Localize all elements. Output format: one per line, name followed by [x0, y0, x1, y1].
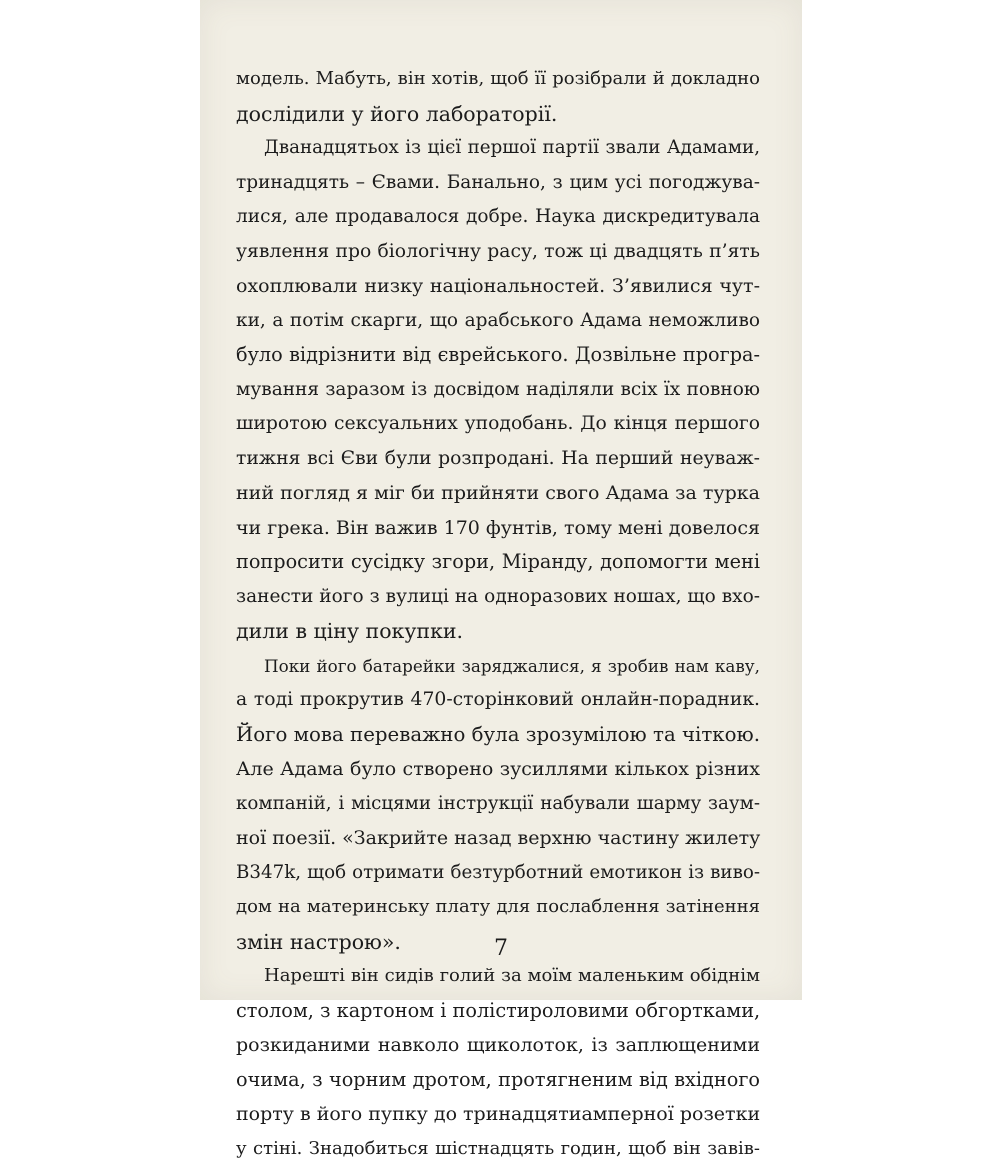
- text-line: дослідили у його лабораторії.: [236, 97, 760, 132]
- body-text: [236, 62, 760, 1166]
- text-line: дом на материнську плату для послаблення затінення: [236, 890, 760, 925]
- text-line: Його мова переважно була зрозумілою та чіткою.: [236, 718, 760, 753]
- text-line: змін настрою».: [236, 925, 760, 960]
- text-line: попросити сусідку згори, Міранду, допомогти мені: [236, 545, 760, 580]
- text-line: чи грека. Він важив 170 фунтів, тому мені довелося: [236, 511, 760, 546]
- text-line: ної поезії. «Закрийте назад верхню частину жилету: [236, 821, 760, 856]
- text-line: розкиданими навколо щиколоток, із заплющеними: [236, 1028, 760, 1063]
- text-line: охоплювали низку національностей. З’явилися чут-: [236, 269, 760, 304]
- text-line: занести його з вулиці на одноразових ношах, що вхо-: [236, 580, 760, 615]
- text-line: Але Адама було створено зусиллями кількох різних: [236, 752, 760, 787]
- text-line: Нарешті він сидів голий за моїм маленьким обіднім: [236, 959, 760, 994]
- text-line: порту в його пупку до тринадцятиамперної розетки: [236, 1097, 760, 1132]
- text-line: тижня всі Єви були розпродані. На перший неуваж-: [236, 442, 760, 477]
- text-line: широтою сексуальних уподобань. До кінця першого: [236, 407, 760, 442]
- text-line: Поки його батарейки заряджалися, я зробив нам каву,: [236, 649, 760, 684]
- text-line: мування заразом із досвідом наділяли всіх їх повною: [236, 373, 760, 408]
- text-line: компаній, і місцями інструкції набували шарму заум-: [236, 787, 760, 822]
- page-number: 7: [200, 936, 802, 961]
- text-line: очима, з чорним дротом, протягненим від вхідного: [236, 1063, 760, 1098]
- text-line: було відрізнити від єврейського. Дозвільне програ-: [236, 338, 760, 373]
- text-line: уявлення про біологічну расу, тож ці двадцять п’ять: [236, 235, 760, 270]
- text-line: ний погляд я міг би прийняти свого Адама за турка: [236, 476, 760, 511]
- text-line: модель. Мабуть, він хотів, щоб її розібрали й докладно: [236, 62, 760, 97]
- text-line: Дванадцятьох із цієї першої партії звали Адамами,: [236, 131, 760, 166]
- text-line: B347k, щоб отримати безтурботний емотикон із виво-: [236, 856, 760, 891]
- text-line: тринадцять – Євами. Банально, з цим усі погоджува-: [236, 166, 760, 201]
- text-line: ки, а потім скарги, що арабського Адама неможливо: [236, 304, 760, 339]
- book-page: [200, 0, 802, 1000]
- text-line: у стіні. Знадобиться шістнадцять годин, щоб він завів-: [236, 1132, 760, 1166]
- text-line: дили в ціну покупки.: [236, 614, 760, 649]
- text-line: лися, але продавалося добре. Наука дискредитувала: [236, 200, 760, 235]
- text-line: столом, з картоном і полістироловими обгортками,: [236, 994, 760, 1029]
- text-line: а тоді прокрутив 470-сторінковий онлайн-порадник.: [236, 683, 760, 718]
